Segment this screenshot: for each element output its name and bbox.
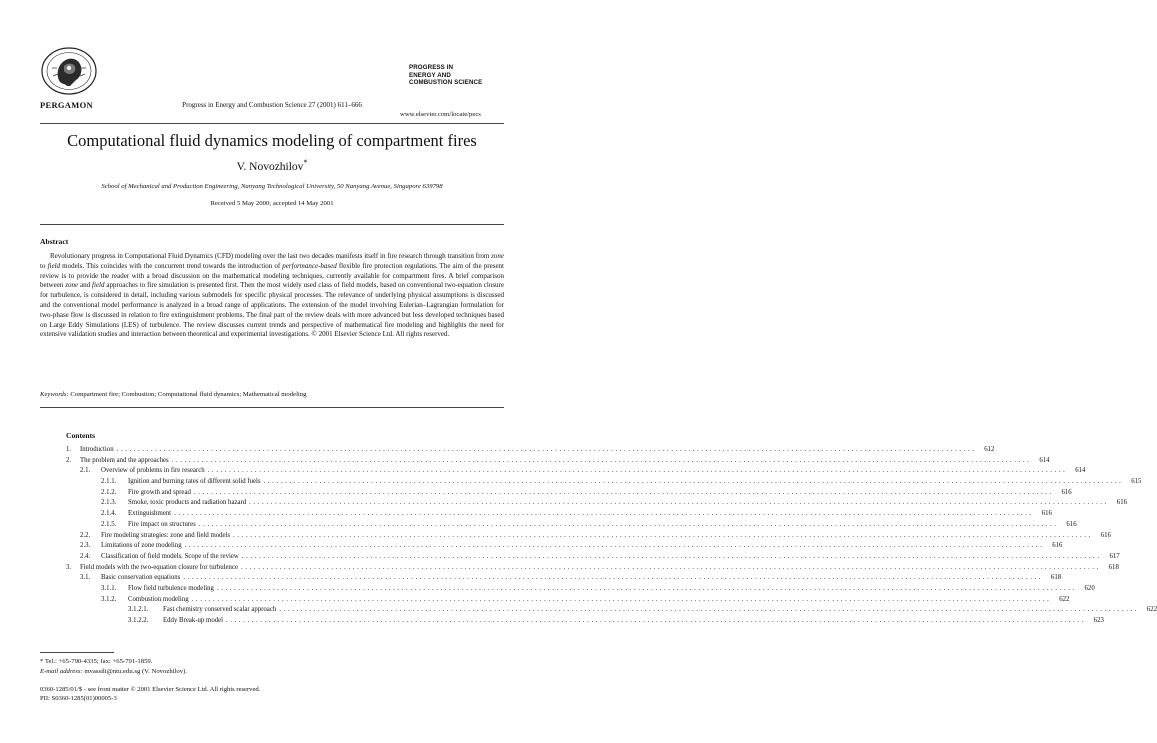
keywords [40,391,504,398]
toc-entry-title: Flow field turbulence modeling [128,584,214,592]
toc-entry[interactable] [66,477,1142,488]
toc-entry-page: 615 [1131,478,1142,486]
toc-leader-dots: ........................................................................................................................................................................................................ [198,520,1059,528]
toc-entry-number: 3. [66,563,72,571]
toc-entry-page: 614 [1039,456,1050,464]
abstract-part: and [78,281,92,290]
keywords-label: Keywords: [40,391,69,398]
toc-entry[interactable] [66,563,1119,574]
toc-entry-page: 618 [1050,574,1062,582]
footnote-divider [40,652,114,653]
toc-entry-page: 622 [1146,606,1157,614]
brand-line: COMBUSTION SCIENCE [409,79,483,86]
journal-url-link[interactable]: www.elsevier.com/locate/pecs [400,111,481,118]
elsevier-tree-logo [40,46,98,96]
received-dates: Received 5 May 2000; accepted 14 May 2001 [210,200,334,207]
toc-entry-number: 2.1.4. [101,510,117,518]
author-affiliation: School of Mechanical and Production Engineering, Nanyang Technological University, 50 Nanyang Avenue, Singapore 639798 [101,183,443,190]
abstract-emphasis: zone [491,252,504,260]
toc-entry-page: 614 [1075,467,1086,475]
toc-entry-page: 623 [1093,617,1104,624]
toc-entry[interactable] [66,488,1072,499]
toc-entry-number: 2.3. [80,542,91,550]
toc-entry-title: Fire growth and spread [128,488,191,496]
toc-entry-number: 2.1. [80,467,91,475]
article-title: Computational fluid dynamics modeling of compartment fires [67,131,477,150]
toc-entry-page: 616 [1052,542,1063,550]
author-line [0,158,544,173]
abstract-emphasis: zone [65,281,79,290]
issn-line: 0360-1285/01/$ - see front matter © 2001 Elsevier Science Ltd. All rights reserved. [40,686,261,693]
contents-heading: Contents [66,431,96,440]
toc-entry-page: 616 [1116,499,1127,507]
header-divider [40,123,504,124]
toc-entry[interactable] [66,498,1127,509]
toc-entry-page: 620 [1084,584,1095,592]
journal-brand [409,64,482,87]
toc-entry-title: Eddy Break-up model [163,617,224,624]
toc-entry-page: 616 [1100,531,1111,539]
toc-entry[interactable] [66,445,995,456]
toc-entry[interactable] [66,584,1095,595]
toc-leader-dots: ........................................................................................................................................................................................................ [263,478,1124,486]
toc-entry-title: The problem and the approaches [80,456,169,464]
abstract-divider [40,407,504,408]
toc-entry-title: Fire modeling strategies: zone and field models [101,531,231,539]
toc-entry-number: 1. [66,446,72,453]
toc-entry-page: 616 [1061,488,1072,496]
brand-line: PROGRESS IN [409,64,454,71]
toc-entry-title: Classification of field models. Scope of the review [101,552,239,560]
toc-leader-dots: ........................................................................................................................................................................................................ [193,488,1054,496]
toc-leader-dots: ........................................................................................................................................................................................................ [279,606,1140,614]
toc-entry-title: Fast chemistry conserved scalar approach [163,606,277,614]
toc-entry-title: Fire impact on structures [128,520,196,528]
toc-entry-page: 612 [984,446,995,453]
toc-leader-dots: ........................................................................................................................................................................................................ [171,456,1032,464]
toc-entry-number: 3.1.2. [101,595,117,603]
toc-entry-title: Extinguishment [128,510,172,518]
contact-email [40,667,187,677]
toc-entry[interactable] [66,552,1120,563]
abstract-part: to [40,261,48,270]
toc-entry[interactable] [66,573,1062,584]
toc-leader-dots: ........................................................................................................................................................................................................ [226,617,1086,624]
toc-entry-number: 2.1.5. [101,520,117,528]
keywords-list: Compartment fire; Combustion; Computational fluid dynamics; Mathematical modeling [68,391,307,398]
toc-entry[interactable] [66,531,1111,542]
toc-leader-dots: ........................................................................................................................................................................................................ [183,574,1044,582]
publisher-name: PERGAMON [40,100,93,110]
email-address-link[interactable]: mvassili@ntu.edu.sg (V. Novozhilov). [82,667,187,675]
abstract-part: Revolutionary progress in Computational Fluid Dynamics (CFD) modeling over the last two decades manifests itself in fire research through transition from [50,252,492,260]
toc-entry-page: 618 [1108,563,1119,571]
copyright-issn [40,685,260,704]
abstract-part: flexible fire protection regulations. The aim of the present review is to provide the reader with a broad discussion on the mathematical modeling techniques, currently available for compartment fires. A brief comparison between [40,261,505,290]
title-divider [40,224,504,225]
toc-entry-number: 3.1.2.2. [128,617,149,624]
toc-entry-title: Field models with the two-equation closure for turbulence [80,563,238,571]
toc-entry-title: Limitations of zone modeling [101,542,182,550]
table-of-contents [66,445,1157,627]
author-footnote-mark[interactable]: * [303,158,308,167]
pii-line: PII: S0360-1285(01)00005-3 [40,695,117,703]
toc-leader-dots: ........................................................................................................................................................................................................ [216,584,1077,592]
brand-line: ENERGY AND [409,71,451,79]
journal-citation: Progress in Energy and Combustion Science 27 (2001) 611–666 [182,101,362,109]
toc-entry[interactable] [66,605,1157,616]
author-footnote [40,657,187,676]
abstract-part: approaches to fire simulation is presented first. Then the most widely used class of field models, based on conventional two-equation closure for turbulence, is considered in detail, including various submodels for specific physical processes. The relevance of underlying physical assumptions is discussed and the conventional model performance is analyzed in a broad range of applications. The extension of the model involving Eulerian–Lagrangian formulation for two-phase flow is discussed in relation to fire extinguishment problems. The final part of the review deals with more advanced but less developed techniques based on Large Eddy Simulations (LES) of turbulence. The review discusses current trends and perspective of mathematical fire modeling and highlights the need for extensive validation studies and interaction between theoretical and experimental investigations. © 2001 Elsevier Science Ltd. All rights reserved. [40,281,504,339]
toc-leader-dots: ........................................................................................................................................................................................................ [191,595,1052,603]
toc-entry-title: Basic conservation equations [101,574,181,582]
abstract-emphasis: performance-based [282,261,337,270]
abstract-emphasis: field [47,261,61,270]
toc-entry-number: 2.1.2. [101,488,117,496]
toc-entry[interactable] [66,520,1077,531]
toc-entry-title: Smoke, toxic products and radiation hazard [128,499,247,507]
toc-leader-dots: ........................................................................................................................................................................................................ [174,510,1034,518]
toc-leader-dots: ........................................................................................................................................................................................................ [241,563,1101,571]
toc-entry-number: 2.1.1. [101,478,117,486]
email-label: E-mail address: [40,667,83,675]
toc-entry-number: 2.1.3. [101,499,117,507]
contact-phone-fax: * Tel.: +65-790-4335; fax: +65-791-1859. [40,658,153,665]
toc-entry-page: 622 [1059,595,1070,603]
toc-entry-page: 617 [1109,552,1120,560]
toc-entry-title: Overview of problems in fire research [101,467,205,475]
toc-entry[interactable] [66,509,1052,520]
toc-leader-dots: ........................................................................................................................................................................................................ [116,446,977,453]
toc-entry[interactable] [66,456,1050,467]
toc-entry-number: 3.1. [80,574,91,582]
toc-entry-title: Introduction [80,446,114,453]
toc-entry[interactable] [66,466,1086,477]
toc-leader-dots: ........................................................................................................................................................................................................ [249,499,1109,507]
abstract-part: models. This coincides with the concurrent trend towards the introduction of [60,261,283,270]
toc-entry-page: 616 [1041,510,1052,518]
toc-entry-title: Ignition and burning rates of different solid fuels [128,478,261,486]
toc-entry-title: Combustion modeling [128,595,189,603]
toc-entry-number: 3.1.1. [101,584,117,592]
toc-entry[interactable] [66,595,1070,606]
abstract-heading: Abstract [40,237,69,246]
toc-leader-dots: ........................................................................................................................................................................................................ [184,542,1045,550]
author-name: V. Novozhilov [236,160,304,173]
toc-leader-dots: ........................................................................................................................................................................................................ [233,531,1093,539]
toc-leader-dots: ........................................................................................................................................................................................................ [241,552,1102,560]
toc-entry-number: 2.2. [80,531,91,539]
abstract-text [40,252,504,340]
toc-entry-number: 2.4. [80,552,91,560]
toc-leader-dots: ........................................................................................................................................................................................................ [207,467,1068,475]
toc-entry[interactable] [66,541,1063,552]
toc-entry-number: 3.1.2.1. [128,606,149,614]
toc-entry[interactable] [66,616,1104,627]
abstract-emphasis: field [92,281,105,290]
toc-entry-number: 2. [66,456,72,464]
toc-entry-page: 616 [1066,520,1077,528]
